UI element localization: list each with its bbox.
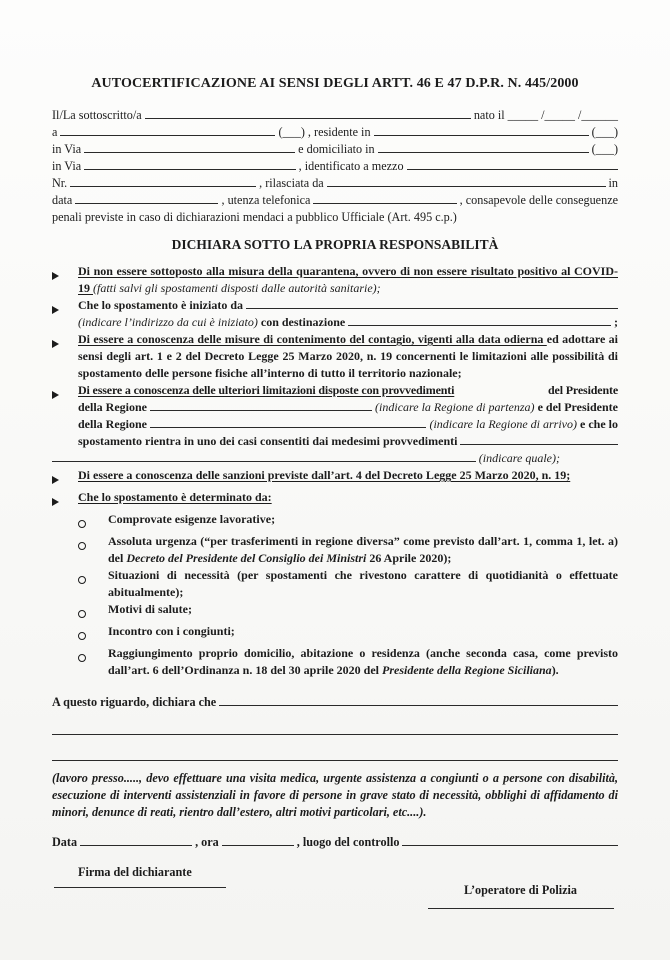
hint-text: (indicare la Regione di partenza)	[375, 400, 535, 414]
limitazioni-line-3	[78, 416, 618, 433]
blank-line	[52, 734, 618, 735]
declaration-text: Che lo spostamento è determinato da:	[78, 490, 272, 504]
declaration-text: e che lo	[580, 417, 618, 431]
arrowhead-right-icon	[52, 489, 78, 511]
option-text-part: Raggiungimento proprio domicilio, abitazione o residenza (anche seconda casa, come previsto dall’art. 6 dell’Ordinanza n. 18 del 30 aprile 2020 del	[108, 646, 618, 677]
declaration-text: Di non essere sottoposto alla misura della quarantena, ovvero di non essere risultato positivo al COVID-19	[78, 264, 618, 295]
arrowhead-right-icon	[52, 297, 78, 319]
intro-line-4	[52, 158, 618, 175]
option-text	[108, 645, 618, 679]
intro-text: data	[52, 193, 73, 207]
intro-text: Il/La sottoscritto/a	[52, 108, 142, 122]
riguardo-label: A questo riguardo, dichiara che	[52, 695, 217, 709]
bullet-misure-contenimento	[52, 331, 618, 382]
intro-line-5	[52, 175, 618, 192]
blank-line	[75, 203, 218, 204]
intro-text: a	[52, 125, 58, 139]
blank-line	[150, 427, 426, 428]
bullet-determinato-da	[52, 489, 618, 511]
intro-text: (___) , residente in	[278, 125, 371, 139]
blank-line	[348, 325, 611, 326]
option-text-italic: Presidente della Regione Siciliana	[382, 663, 552, 677]
blank-line	[402, 845, 618, 846]
blank-line	[84, 152, 295, 153]
hint-text: (indicare quale);	[478, 451, 560, 465]
blank-line	[219, 705, 618, 706]
declaration-text: della Regione	[78, 417, 147, 431]
blank-line	[52, 461, 476, 462]
option-domicilio	[52, 645, 618, 679]
intro-text: in Via	[52, 142, 82, 156]
intro-line-7: penali previste in caso di dichiarazioni mendaci a pubblico Ufficiale (Art. 495 c.p.)	[52, 210, 457, 224]
signatures-section	[52, 864, 618, 909]
intro-line-3	[52, 141, 618, 158]
limitazioni-line-5	[52, 450, 618, 467]
declaration-text: e del Presidente	[537, 400, 618, 414]
blank-line	[313, 203, 456, 204]
blank-line	[460, 444, 618, 445]
hint-text: (indicare l’indirizzo da cui è iniziato)	[78, 315, 258, 329]
blank-line	[52, 760, 618, 761]
arrowhead-right-icon	[52, 263, 78, 285]
intro-text: in Via	[52, 159, 82, 173]
bullet-quarantena	[52, 263, 618, 297]
circle-outline-icon	[78, 623, 108, 645]
operatore-label: L’operatore di Polizia	[463, 883, 578, 897]
intro-section	[52, 107, 618, 226]
ora-label: , ora	[195, 835, 219, 849]
circle-outline-icon	[78, 511, 108, 533]
option-text-part: 26 Aprile 2020);	[366, 551, 452, 565]
option-text-part: ).	[551, 663, 559, 677]
intro-text: , consapevole delle conseguenze	[459, 193, 619, 207]
blank-line	[378, 152, 589, 153]
declaration-text: Di essere a conoscenza delle ulteriori limitazioni disposte con provvedimenti	[78, 383, 455, 397]
declaration-text: Che lo spostamento è iniziato da	[78, 298, 243, 312]
intro-line-2	[52, 124, 618, 141]
hint-text: (indicare la Regione di arrivo)	[429, 417, 577, 431]
sanzioni-text	[78, 467, 618, 484]
blank-line	[150, 410, 372, 411]
declaration-text: ed adottare ai sensi degli art. 1 e 2 del Decreto Legge 25 Marzo 2020, n. 19 concernenti le limitazioni alle possibilità di spostamento delle persone fisiche all’interno di tutto il territorio nazionale;	[78, 332, 618, 380]
intro-line-1	[52, 107, 618, 124]
spostamento-line-2	[78, 314, 618, 331]
bullet-quarantena-text	[78, 263, 618, 297]
section-heading: DICHIARA SOTTO LA PROPRIA RESPONSABILITÀ	[171, 237, 499, 252]
declaration-text: ;	[614, 315, 618, 329]
intro-text: , rilasciata da	[259, 176, 324, 190]
firma-label: Firma del dichiarante	[78, 865, 192, 879]
closing-section	[52, 694, 618, 909]
riguardo-line	[52, 694, 618, 711]
blank-line	[84, 169, 295, 170]
declaration-text: della Regione	[78, 400, 147, 414]
intro-text: e domiciliato in	[298, 142, 375, 156]
control-line	[52, 834, 618, 851]
blank-line	[80, 845, 192, 846]
limitazioni-line-1	[78, 382, 618, 399]
option-congiunti	[52, 623, 618, 645]
province-blank: (___)	[591, 125, 619, 139]
declarant-signature-block	[52, 864, 314, 888]
option-lavorative	[52, 511, 618, 533]
blank-line	[407, 169, 618, 170]
intro-text: , utenza telefonica	[221, 193, 311, 207]
luogo-label: , luogo del controllo	[296, 835, 400, 849]
circle-outline-icon	[78, 645, 108, 667]
option-text: Motivi di salute;	[108, 602, 192, 616]
option-necessita	[52, 567, 618, 601]
blank-line	[246, 308, 618, 309]
blank-line	[222, 845, 294, 846]
arrowhead-right-icon	[52, 467, 78, 489]
blank-line	[327, 186, 606, 187]
option-text-italic: Decreto del Presidente del Consiglio dei Ministri	[126, 551, 367, 565]
bullet-sanzioni	[52, 467, 618, 489]
intro-text: , identificato a mezzo	[298, 159, 404, 173]
declaration-text: spostamento rientra in uno dei casi consentiti dai medesimi provvedimenti	[78, 434, 458, 448]
declaration-text: Di essere a conoscenza delle sanzioni previste dall’art. 4 del Decreto Legge 25 Marzo 2020, n. 19;	[78, 468, 571, 482]
declaration-text: Di essere a conoscenza delle misure di contenimento del contagio, vigenti alla data odierna	[78, 332, 547, 346]
option-urgenza	[52, 533, 618, 567]
spostamento-line-1	[78, 297, 618, 314]
misure-text	[78, 331, 618, 382]
option-text-part: Assoluta urgenza (“per trasferimenti in regione diversa” come previsto dall’art. 1, comma 1, let. a) del	[108, 534, 618, 565]
declaration-note: (fatti salvi gli spostamenti disposti dalle autorità sanitarie);	[93, 281, 381, 295]
intro-text: in	[608, 176, 618, 190]
declaration-text: con destinazione	[260, 315, 346, 329]
arrowhead-right-icon	[52, 382, 78, 404]
intro-text: Nr.	[52, 176, 68, 190]
bullet-ulteriori-limitazioni	[52, 382, 618, 450]
bullet-spostamento-iniziato	[52, 297, 618, 331]
data-label: Data	[52, 835, 78, 849]
signature-line	[428, 908, 614, 909]
blank-line	[60, 135, 275, 136]
blank-line	[145, 118, 471, 119]
document-title: AUTOCERTIFICAZIONE AI SENSI DEGLI ARTT. 46 E 47 D.P.R. N. 445/2000	[91, 76, 579, 91]
option-text: Incontro con i congiunti;	[108, 624, 235, 638]
option-text: Situazioni di necessità (per spostamenti che rivestono carattere di quotidianità o effettuate abitualmente);	[108, 568, 618, 599]
circle-outline-icon	[78, 567, 108, 589]
intro-text: nato il	[473, 108, 505, 122]
limitazioni-line-4	[78, 433, 618, 450]
circle-outline-icon	[78, 533, 108, 555]
province-blank: (___)	[591, 142, 619, 156]
declaration-text: del Presidente	[548, 383, 618, 397]
determinato-text	[78, 489, 618, 506]
reasons-note: (lavoro presso....., devo effettuare una visita medica, urgente assistenza a congiunti o a persone con disabilità, esecuzione di interventi assistenziali in favore di persone in grave stato di necessità, obblighi di affidamento di minori, denunce di reati, rientro dall’estero, altri motivi particolari, etc....).	[52, 771, 618, 819]
option-text	[108, 533, 618, 567]
declarations-list	[52, 263, 618, 679]
arrowhead-right-icon	[52, 331, 78, 353]
date-blank: _____ /_____ /______	[507, 108, 618, 122]
police-signature-block	[423, 882, 618, 909]
option-text: Comprovate esigenze lavorative;	[108, 512, 276, 526]
limitazioni-line-2	[78, 399, 618, 416]
circle-outline-icon	[78, 601, 108, 623]
signature-line	[54, 887, 226, 888]
option-salute	[52, 601, 618, 623]
intro-line-6	[52, 192, 618, 209]
blank-line	[374, 135, 589, 136]
blank-line	[70, 186, 256, 187]
